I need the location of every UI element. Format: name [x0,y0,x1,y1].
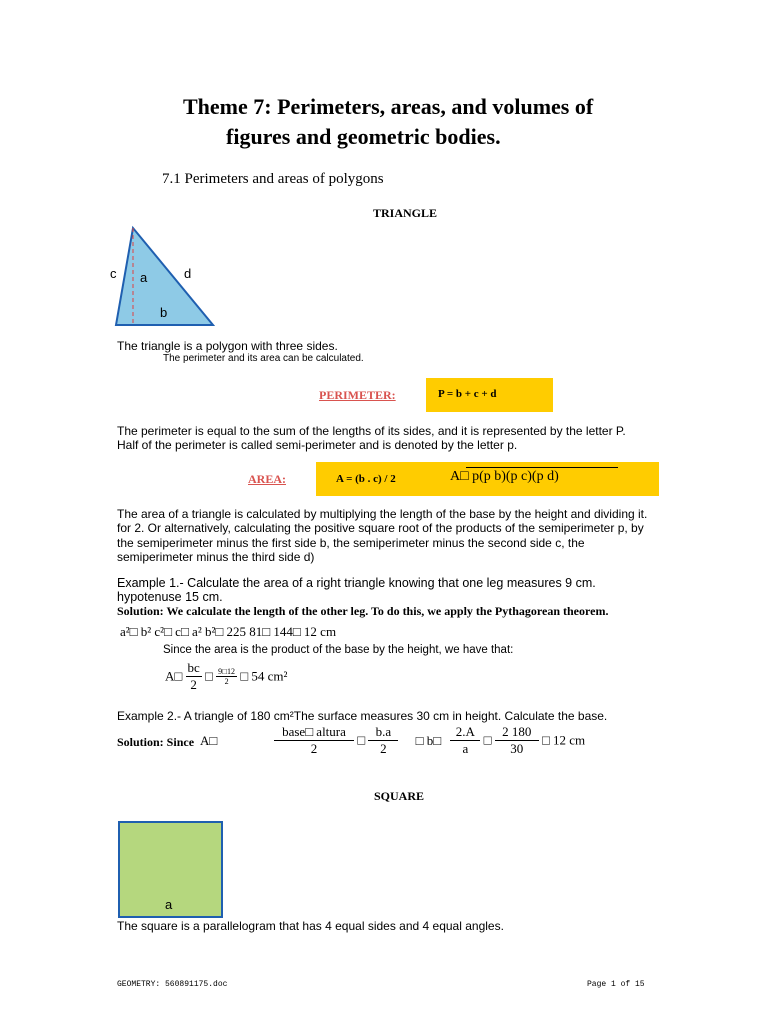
example1-since: Since the area is the product of the base by the height, we have that: [163,644,514,656]
heron-radical-bar [466,467,618,468]
example2-formula [274,724,585,757]
example2-fraction4-num: 2 180 [495,724,539,741]
example1-statement-2: hypotenuse 15 cm. [117,590,223,604]
example2-fraction1-num: base□ altura [274,724,354,741]
example2-eq-2: □ [483,732,492,748]
perimeter-label: PERIMETER: [319,388,396,402]
example2-fraction3-den: a [462,741,469,756]
area-text-1: The area of a triangle is calculated by multiplying the length of the base by the height and dividing it. [117,507,648,521]
example1-area-formula [165,660,287,693]
example2-fraction1-den: 2 [310,741,318,756]
page-title-line2: figures and geometric bodies. [226,124,501,149]
example2-fraction-values [495,724,539,757]
example2-mid: □ b□ [415,732,442,748]
area-text-2: for 2. Or alternatively, calculating the positive square root of the products of the semiperimeter p, by [117,521,644,535]
perimeter-formula: P = b + c + d [438,388,497,400]
example1-statement: Example 1.- Calculate the area of a right triangle knowing that one leg measures 9 cm. [117,576,596,590]
footer-filename: GEOMETRY: 560891175.doc [117,980,228,989]
example2-statement: Example 2.- A triangle of 180 cm²The surface measures 30 cm in height. Calculate the base. [117,709,608,723]
triangle-label-b: b [160,305,168,320]
example1-fraction-values [216,667,237,686]
triangle-definition: The triangle is a polygon with three sides. [117,339,338,353]
triangle-calc-note: The perimeter and its area can be calculated. [163,353,364,364]
area-formula-box [316,462,659,496]
example1-fraction-den: 2 [190,677,197,692]
example1-fraction-values-den: 2 [224,677,229,686]
example1-solution: Solution: We calculate the length of the other leg. To do this, we apply the Pythagorean theorem. [117,604,609,618]
example1-eq-sign: □ [205,668,213,684]
example2-solution-label: Solution: Since [117,735,195,749]
area-label: AREA: [248,472,286,486]
example2-result: □ 12 cm [541,732,586,748]
example1-area-result: □ 54 cm² [240,668,288,684]
area-formula-base-height: A = (b . c) / 2 [336,473,396,485]
area-text-4: semiperimeter minus the third side d) [117,550,315,564]
page-title-line1: Theme 7: Perimeters, areas, and volumes of [183,94,594,119]
triangle-label-d: d [184,266,192,281]
section-heading: 7.1 Perimeters and areas of polygons [162,171,384,187]
example2-eq-1: □ [357,732,366,748]
example2-lhs: A□ [200,733,218,748]
example1-fraction-bc [186,660,202,693]
perimeter-formula-box [426,378,553,412]
square-label-a: a [165,897,173,912]
example1-fraction-num: bc [187,660,200,675]
example2-fraction-2a [450,724,480,757]
perimeter-text-1: The perimeter is equal to the sum of the lengths of its sides, and it is represented by the letter P. [117,424,626,438]
example2-fraction-base-altura [274,724,354,757]
example1-equation: a²□ b² c²□ c□ a² b²□ 225 81□ 144□ 12 cm [120,624,337,639]
example2-fraction-ba [368,724,398,757]
footer-page-number: Page 1 of 15 [587,980,645,989]
example1-area-lhs: A□ [165,668,183,684]
area-formula-heron: A□ p(p b)(p c)(p d) [450,469,559,484]
example2-fraction2-num: b.a [368,724,398,741]
square-definition: The square is a parallelogram that has 4 equal sides and 4 equal angles. [117,919,504,933]
example1-fraction-values-num: 9□12 [218,667,235,676]
triangle-label-c: c [110,266,117,281]
example2-fraction2-den: 2 [380,741,387,756]
square-heading: SQUARE [374,789,425,803]
triangle-heading: TRIANGLE [373,206,438,220]
area-text-3: the semiperimeter minus the first side b, the semiperimeter minus the second side c, the [117,536,585,550]
triangle-label-a: a [140,270,148,285]
perimeter-text-2: Half of the perimeter is called semi-perimeter and is denoted by the letter p. [117,438,518,452]
example2-fraction4-den: 30 [510,741,524,756]
example2-fraction3-num: 2.A [450,724,480,741]
